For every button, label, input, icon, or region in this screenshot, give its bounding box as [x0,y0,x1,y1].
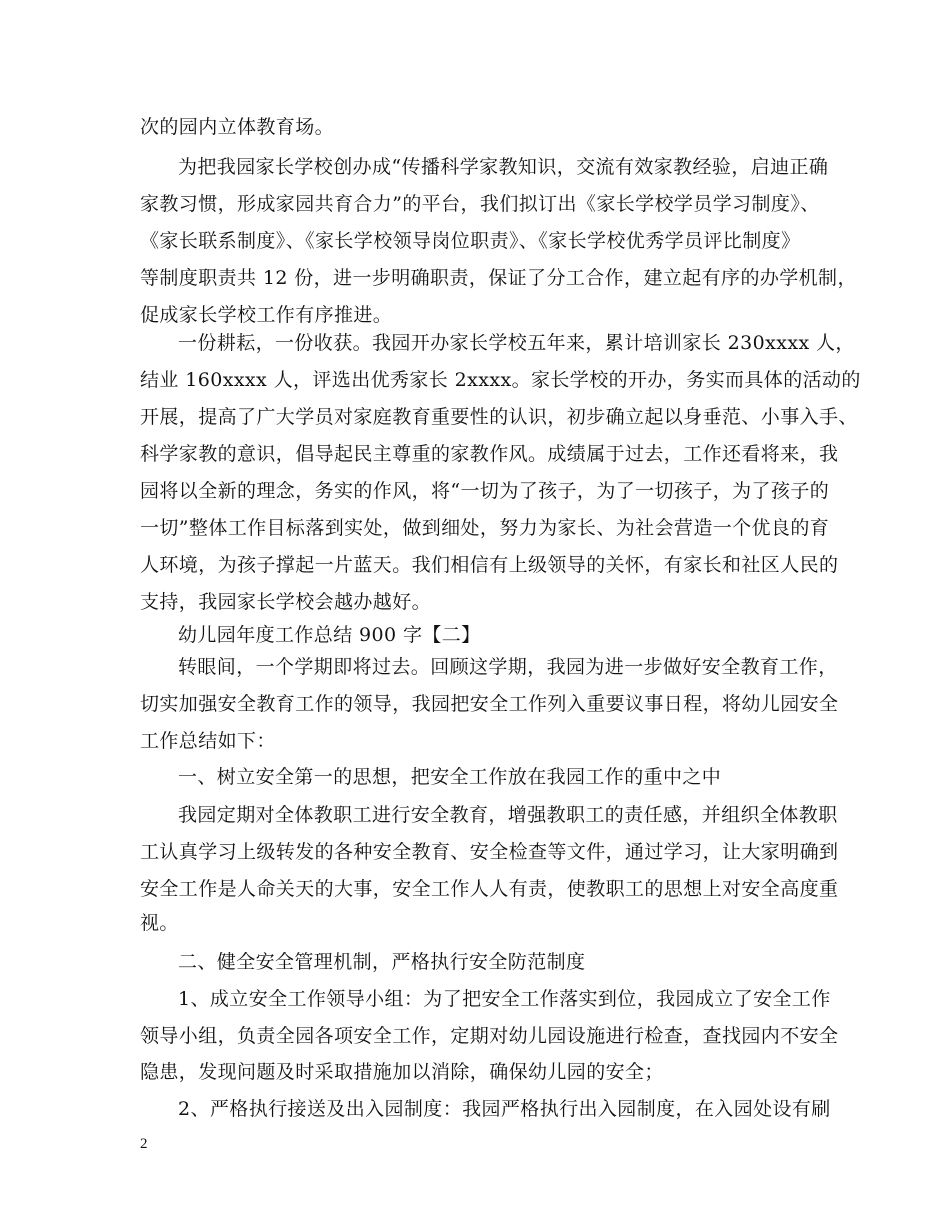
text-line: 切实加强安全教育工作的领导，我园把安全工作列入重要议事日程，将幼儿园安全 [140,693,839,715]
text-line: 1、成立安全工作领导小组：为了把安全工作落实到位，我园成立了安全工作 [178,988,831,1010]
text-line: 为把我园家长学校创办成“传播科学家教知识，交流有效家教经验，启迪正确 [178,156,829,178]
text-line: 园将以全新的理念，务实的作风，将“一切为了孩子，为了一切孩子，为了孩子的 [140,480,830,502]
section-heading: 二、健全安全管理机制，严格执行安全防范制度 [178,951,586,973]
text-line: 支持，我园家长学校会越办越好。 [140,591,432,613]
page-number: 2 [140,1136,148,1152]
text-line: 工作总结如下： [140,730,276,752]
text-line: 领导小组，负责全园各项安全工作，定期对幼儿园设施进行检查，查找园内不安全 [140,1025,839,1047]
text-line: 科学家教的意识，倡导起民主尊重的家教作风。成绩属于过去，工作还看将来，我 [140,443,839,465]
text-line: 转眼间，一个学期即将过去。回顾这学期，我园为进一步做好安全教育工作， [178,656,838,678]
text-line: 一份耕耘，一份收获。我园开办家长学校五年来，累计培训家长 230xxxx 人， [178,332,855,354]
text-line: 一切”整体工作目标落到实处，做到细处，努力为家长、为社会营造一个优良的育 [140,517,830,539]
text-line: 人环境，为孩子撑起一片蓝天。我们相信有上级领导的关怀，有家长和社区人民的 [140,554,839,576]
section-heading: 一、树立安全第一的思想，把安全工作放在我园工作的重中之中 [178,766,722,788]
text-line: 次的园内立体教育场。 [140,116,335,138]
text-line: 我园定期对全体教职工进行安全教育，增强教职工的责任感，并组织全体教职 [178,804,838,826]
text-line: 结业 160xxxx 人，评选出优秀家长 2xxxx。家长学校的开办，务实而具体的活动的 [140,369,861,391]
text-line: 2、严格执行接送及出入园制度：我园严格执行出入园制度，在入园处设有刷 [178,1098,831,1120]
text-line: 等制度职责共 12 份，进一步明确职责，保证了分工合作，建立起有序的办学机制， [140,267,857,289]
text-line: 家教习惯，形成家园共育合力”的平台，我们拟订出《家长学校学员学习制度》、 [140,193,820,215]
text-line: 《家长联系制度》、《家长学校领导岗位职责》、《家长学校优秀学员评比制度》 [140,230,801,252]
text-line: 视。 [140,912,179,934]
text-line: 安全工作是人命关天的大事，安全工作人人有责，使教职工的思想上对安全高度重 [140,878,839,900]
text-line: 开展，提高了广大学员对家庭教育重要性的认识，初步确立起以身垂范、小事入手、 [140,406,858,428]
text-line: 隐患，发现问题及时采取措施加以消除，确保幼儿园的安全； [140,1061,664,1083]
text-line: 工认真学习上级转发的各种安全教育、安全检查等文件，通过学习，让大家明确到 [140,841,839,863]
text-line: 促成家长学校工作有序推进。 [140,304,393,326]
section-heading: 幼儿园年度工作总结 900 字【二】 [178,624,481,646]
